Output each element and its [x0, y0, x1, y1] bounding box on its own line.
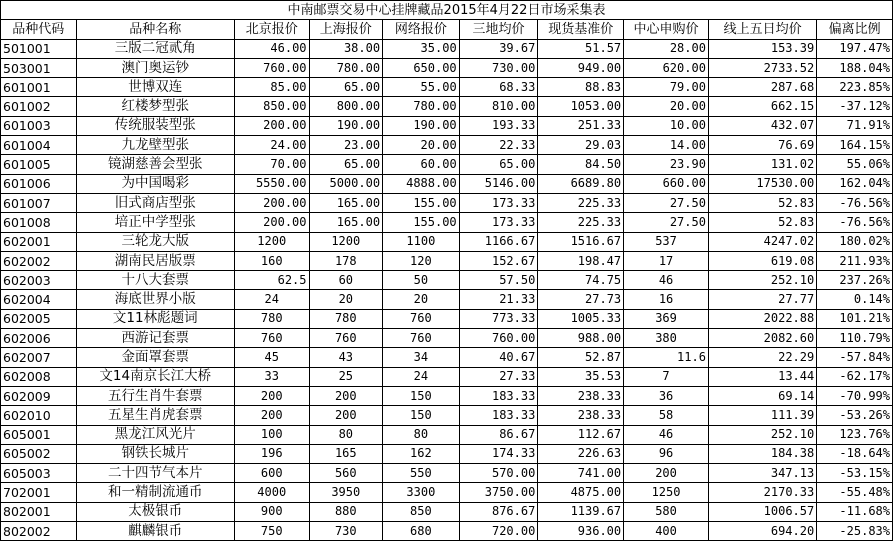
value-cell[interactable]: 780.00 [383, 97, 460, 116]
column-header[interactable]: 网络报价 [383, 20, 460, 39]
value-cell[interactable]: 7 [624, 367, 709, 386]
name-cell[interactable]: 三轮龙大版 [76, 232, 234, 251]
name-cell[interactable]: 文14南京长江大桥 [76, 367, 234, 386]
name-cell[interactable]: 湖南民居版票 [76, 251, 234, 270]
value-cell[interactable]: 1100 [383, 232, 460, 251]
value-cell[interactable]: 51.57 [538, 39, 624, 58]
table-row [1, 213, 893, 232]
value-cell[interactable]: 174.33 [459, 444, 538, 463]
value-cell[interactable]: 69.14 [708, 386, 816, 405]
name-cell[interactable]: 麒麟银币 [76, 522, 234, 541]
code-cell[interactable]: 605003 [1, 464, 77, 483]
value-cell[interactable]: 27.50 [624, 213, 709, 232]
table-row [1, 271, 893, 290]
table-row [1, 329, 893, 348]
value-cell[interactable]: -62.17% [817, 367, 893, 386]
value-cell[interactable]: 20 [309, 290, 383, 309]
value-cell[interactable]: -53.15% [817, 464, 893, 483]
value-cell[interactable]: 36 [624, 386, 709, 405]
code-cell[interactable]: 602006 [1, 329, 77, 348]
value-cell[interactable]: 38.00 [309, 39, 383, 58]
value-cell[interactable]: 50 [383, 271, 460, 290]
value-cell[interactable]: 23.90 [624, 155, 709, 174]
table-row [1, 232, 893, 251]
value-cell[interactable]: 1250 [624, 483, 709, 502]
value-cell[interactable]: 27.50 [624, 193, 709, 212]
value-cell[interactable]: 810.00 [459, 97, 538, 116]
name-cell[interactable]: 太极银币 [76, 502, 234, 521]
value-cell[interactable]: 29.03 [538, 136, 624, 155]
value-cell[interactable]: 550 [383, 464, 460, 483]
value-cell[interactable]: 560 [309, 464, 383, 483]
column-header[interactable]: 偏离比例 [817, 20, 893, 39]
value-cell[interactable]: 180.02% [817, 232, 893, 251]
value-cell[interactable]: 570.00 [459, 464, 538, 483]
value-cell[interactable]: 800.00 [309, 97, 383, 116]
value-cell[interactable]: 730.00 [459, 58, 538, 77]
value-cell[interactable]: 3300 [383, 483, 460, 502]
table-row [1, 78, 893, 97]
value-cell[interactable]: 620.00 [624, 58, 709, 77]
value-cell[interactable]: 13.44 [708, 367, 816, 386]
value-cell[interactable]: 4000 [234, 483, 309, 502]
value-cell[interactable]: 27.33 [459, 367, 538, 386]
value-cell[interactable]: -53.26% [817, 406, 893, 425]
value-cell[interactable]: 619.08 [708, 251, 816, 270]
value-cell[interactable]: 5146.00 [459, 174, 538, 193]
value-cell[interactable]: 71.91% [817, 116, 893, 135]
table-row [1, 174, 893, 193]
name-cell[interactable]: 西游记套票 [76, 329, 234, 348]
code-cell[interactable]: 802002 [1, 522, 77, 541]
value-cell[interactable]: 10.00 [624, 116, 709, 135]
value-cell[interactable]: 150 [383, 386, 460, 405]
code-cell[interactable]: 601005 [1, 155, 77, 174]
value-cell[interactable]: 580 [624, 502, 709, 521]
value-cell[interactable]: 162.04% [817, 174, 893, 193]
code-cell[interactable]: 601001 [1, 78, 77, 97]
value-cell[interactable]: 35.53 [538, 367, 624, 386]
value-cell[interactable]: 165 [309, 444, 383, 463]
value-cell[interactable]: 741.00 [538, 464, 624, 483]
value-cell[interactable]: 780.00 [309, 58, 383, 77]
value-cell[interactable]: 2733.52 [708, 58, 816, 77]
value-cell[interactable]: 850.00 [234, 97, 309, 116]
value-cell[interactable]: 252.10 [708, 271, 816, 290]
value-cell[interactable]: 160 [234, 251, 309, 270]
value-cell[interactable]: 1166.67 [459, 232, 538, 251]
value-cell[interactable]: 225.33 [538, 193, 624, 212]
value-cell[interactable]: 660.00 [624, 174, 709, 193]
code-cell[interactable]: 501001 [1, 39, 77, 58]
value-cell[interactable]: 750 [234, 522, 309, 541]
code-cell[interactable]: 802001 [1, 502, 77, 521]
value-cell[interactable]: 2082.60 [708, 329, 816, 348]
code-cell[interactable]: 602005 [1, 309, 77, 328]
value-cell[interactable]: 164.15% [817, 136, 893, 155]
value-cell[interactable]: 760 [309, 329, 383, 348]
code-cell[interactable]: 602009 [1, 386, 77, 405]
value-cell[interactable]: 380 [624, 329, 709, 348]
value-cell[interactable]: 60.00 [383, 155, 460, 174]
value-cell[interactable]: 22.33 [459, 136, 538, 155]
value-cell[interactable]: 24 [383, 367, 460, 386]
value-cell[interactable]: 62.5 [234, 271, 309, 290]
value-cell[interactable]: 988.00 [538, 329, 624, 348]
value-cell[interactable]: 720.00 [459, 522, 538, 541]
value-cell[interactable]: 347.13 [708, 464, 816, 483]
value-cell[interactable]: 200.00 [234, 116, 309, 135]
name-cell[interactable]: 传统服装型张 [76, 116, 234, 135]
table-row [1, 193, 893, 212]
value-cell[interactable]: -76.56% [817, 193, 893, 212]
column-header[interactable]: 北京报价 [234, 20, 309, 39]
code-cell[interactable]: 601008 [1, 213, 77, 232]
value-cell[interactable]: 196 [234, 444, 309, 463]
value-cell[interactable]: -18.64% [817, 444, 893, 463]
name-cell[interactable]: 文11林彪题词 [76, 309, 234, 328]
value-cell[interactable]: 949.00 [538, 58, 624, 77]
value-cell[interactable]: 155.00 [383, 213, 460, 232]
code-cell[interactable]: 601003 [1, 116, 77, 135]
value-cell[interactable]: 55.06% [817, 155, 893, 174]
value-cell[interactable]: 55.00 [383, 78, 460, 97]
value-cell[interactable]: 60 [309, 271, 383, 290]
value-cell[interactable]: 52.83 [708, 213, 816, 232]
code-cell[interactable]: 602010 [1, 406, 77, 425]
value-cell[interactable]: 24.00 [234, 136, 309, 155]
value-cell[interactable]: 70.00 [234, 155, 309, 174]
value-cell[interactable]: 1200 [234, 232, 309, 251]
table-row [1, 386, 893, 405]
name-cell[interactable]: 镜湖慈善会型张 [76, 155, 234, 174]
value-cell[interactable]: 46.00 [234, 39, 309, 58]
code-cell[interactable]: 702001 [1, 483, 77, 502]
value-cell[interactable]: -70.99% [817, 386, 893, 405]
value-cell[interactable]: 80 [309, 425, 383, 444]
value-cell[interactable]: 173.33 [459, 193, 538, 212]
value-cell[interactable]: 3950 [309, 483, 383, 502]
code-cell[interactable]: 602004 [1, 290, 77, 309]
value-cell[interactable]: 400 [624, 522, 709, 541]
table-title: 中南邮票交易中心挂牌藏品2015年4月22日市场采集表 [1, 1, 893, 20]
value-cell[interactable]: 46 [624, 425, 709, 444]
value-cell[interactable]: 68.33 [459, 78, 538, 97]
value-cell[interactable]: 110.79% [817, 329, 893, 348]
value-cell[interactable]: 20.00 [624, 97, 709, 116]
value-cell[interactable]: 131.02 [708, 155, 816, 174]
value-cell[interactable]: 662.15 [708, 97, 816, 116]
value-cell[interactable]: -57.84% [817, 348, 893, 367]
value-cell[interactable]: 200 [309, 406, 383, 425]
value-cell[interactable]: 2170.33 [708, 483, 816, 502]
column-header[interactable]: 上海报价 [309, 20, 383, 39]
value-cell[interactable]: 0.14% [817, 290, 893, 309]
value-cell[interactable]: 780 [234, 309, 309, 328]
value-cell[interactable]: 1005.33 [538, 309, 624, 328]
value-cell[interactable]: 24 [234, 290, 309, 309]
value-cell[interactable]: 780 [309, 309, 383, 328]
name-cell[interactable]: 五星生肖虎套票 [76, 406, 234, 425]
value-cell[interactable]: 84.50 [538, 155, 624, 174]
value-cell[interactable]: 20.00 [383, 136, 460, 155]
value-cell[interactable]: 876.67 [459, 502, 538, 521]
value-cell[interactable]: 52.87 [538, 348, 624, 367]
code-cell[interactable]: 503001 [1, 58, 77, 77]
name-cell[interactable]: 二十四节气本片 [76, 464, 234, 483]
value-cell[interactable]: 184.38 [708, 444, 816, 463]
value-cell[interactable]: -76.56% [817, 213, 893, 232]
column-header[interactable]: 线上五日均价 [708, 20, 816, 39]
value-cell[interactable]: 39.67 [459, 39, 538, 58]
code-cell[interactable]: 602008 [1, 367, 77, 386]
value-cell[interactable]: 100 [234, 425, 309, 444]
value-cell[interactable]: 211.93% [817, 251, 893, 270]
value-cell[interactable]: -37.12% [817, 97, 893, 116]
value-cell[interactable]: 45 [234, 348, 309, 367]
value-cell[interactable]: 28.00 [624, 39, 709, 58]
value-cell[interactable]: 880 [309, 502, 383, 521]
column-header[interactable]: 品种代码 [1, 20, 77, 39]
name-cell[interactable]: 十八大套票 [76, 271, 234, 290]
value-cell[interactable]: 226.63 [538, 444, 624, 463]
table-row [1, 367, 893, 386]
value-cell[interactable]: 173.33 [459, 213, 538, 232]
value-cell[interactable]: 14.00 [624, 136, 709, 155]
name-cell[interactable]: 海底世界小版 [76, 290, 234, 309]
value-cell[interactable]: 155.00 [383, 193, 460, 212]
value-cell[interactable]: 193.33 [459, 116, 538, 135]
value-cell[interactable]: 85.00 [234, 78, 309, 97]
value-cell[interactable]: 4875.00 [538, 483, 624, 502]
value-cell[interactable]: -11.68% [817, 502, 893, 521]
value-cell[interactable]: 5000.00 [309, 174, 383, 193]
value-cell[interactable]: 3750.00 [459, 483, 538, 502]
code-cell[interactable]: 602001 [1, 232, 77, 251]
value-cell[interactable]: 80 [383, 425, 460, 444]
value-cell[interactable]: 33 [234, 367, 309, 386]
value-cell[interactable]: 88.83 [538, 78, 624, 97]
value-cell[interactable]: 65.00 [309, 78, 383, 97]
code-cell[interactable]: 601004 [1, 136, 77, 155]
value-cell[interactable]: 178 [309, 251, 383, 270]
name-cell[interactable]: 澳门奥运钞 [76, 58, 234, 77]
column-header[interactable]: 三地均价 [459, 20, 538, 39]
value-cell[interactable]: 850 [383, 502, 460, 521]
value-cell[interactable]: 35.00 [383, 39, 460, 58]
value-cell[interactable]: 4888.00 [383, 174, 460, 193]
value-cell[interactable]: 251.33 [538, 116, 624, 135]
value-cell[interactable]: 5550.00 [234, 174, 309, 193]
value-cell[interactable]: 183.33 [459, 386, 538, 405]
value-cell[interactable]: 74.75 [538, 271, 624, 290]
value-cell[interactable]: 183.33 [459, 406, 538, 425]
value-cell[interactable]: 112.67 [538, 425, 624, 444]
value-cell[interactable]: 238.33 [538, 386, 624, 405]
value-cell[interactable]: 760 [383, 309, 460, 328]
table-row [1, 348, 893, 367]
table-row [1, 502, 893, 521]
name-cell[interactable]: 红楼梦型张 [76, 97, 234, 116]
value-cell[interactable]: 23.00 [309, 136, 383, 155]
value-cell[interactable]: 680 [383, 522, 460, 541]
table-row [1, 444, 893, 463]
value-cell[interactable]: 694.20 [708, 522, 816, 541]
value-cell[interactable]: 200.00 [234, 193, 309, 212]
value-cell[interactable]: 287.68 [708, 78, 816, 97]
code-cell[interactable]: 601006 [1, 174, 77, 193]
value-cell[interactable]: 52.83 [708, 193, 816, 212]
value-cell[interactable]: 190.00 [309, 116, 383, 135]
value-cell[interactable]: 1053.00 [538, 97, 624, 116]
value-cell[interactable]: 200.00 [234, 213, 309, 232]
table-row [1, 58, 893, 77]
value-cell[interactable]: 900 [234, 502, 309, 521]
value-cell[interactable]: 111.39 [708, 406, 816, 425]
value-cell[interactable]: 43 [309, 348, 383, 367]
value-cell[interactable]: 600 [234, 464, 309, 483]
value-cell[interactable]: 200 [309, 386, 383, 405]
value-cell[interactable]: 1139.67 [538, 502, 624, 521]
table-row [1, 155, 893, 174]
name-cell[interactable]: 为中国喝彩 [76, 174, 234, 193]
name-cell[interactable]: 和一精制流通币 [76, 483, 234, 502]
value-cell[interactable]: 200 [234, 386, 309, 405]
code-cell[interactable]: 602007 [1, 348, 77, 367]
code-cell[interactable]: 602003 [1, 271, 77, 290]
value-cell[interactable]: 17530.00 [708, 174, 816, 193]
value-cell[interactable]: 223.85% [817, 78, 893, 97]
header-row [1, 20, 893, 39]
value-cell[interactable]: 34 [383, 348, 460, 367]
value-cell[interactable]: 936.00 [538, 522, 624, 541]
table-row [1, 425, 893, 444]
code-cell[interactable]: 602002 [1, 251, 77, 270]
value-cell[interactable]: 25 [309, 367, 383, 386]
table-row [1, 483, 893, 502]
name-cell[interactable]: 金面罩套票 [76, 348, 234, 367]
value-cell[interactable]: 27.73 [538, 290, 624, 309]
value-cell[interactable]: 46 [624, 271, 709, 290]
value-cell[interactable]: 237.26% [817, 271, 893, 290]
value-cell[interactable]: 17 [624, 251, 709, 270]
value-cell[interactable]: 152.67 [459, 251, 538, 270]
value-cell[interactable]: 27.77 [708, 290, 816, 309]
value-cell[interactable]: 2022.88 [708, 309, 816, 328]
value-cell[interactable]: 22.29 [708, 348, 816, 367]
value-cell[interactable]: 96 [624, 444, 709, 463]
name-cell[interactable]: 世博双连 [76, 78, 234, 97]
value-cell[interactable]: 760.00 [459, 329, 538, 348]
value-cell[interactable]: 65.00 [309, 155, 383, 174]
value-cell[interactable]: 650.00 [383, 58, 460, 77]
value-cell[interactable]: 537 [624, 232, 709, 251]
value-cell[interactable]: 123.76% [817, 425, 893, 444]
value-cell[interactable]: 198.47 [538, 251, 624, 270]
value-cell[interactable]: 162 [383, 444, 460, 463]
value-cell[interactable]: 165.00 [309, 193, 383, 212]
value-cell[interactable]: 760 [383, 329, 460, 348]
table-row [1, 39, 893, 58]
value-cell[interactable]: 65.00 [459, 155, 538, 174]
value-cell[interactable]: -55.48% [817, 483, 893, 502]
value-cell[interactable]: 225.33 [538, 213, 624, 232]
value-cell[interactable]: 238.33 [538, 406, 624, 425]
table-row [1, 290, 893, 309]
value-cell[interactable]: 120 [383, 251, 460, 270]
name-cell[interactable]: 钢铁长城片 [76, 444, 234, 463]
value-cell[interactable]: 1006.57 [708, 502, 816, 521]
table-row [1, 464, 893, 483]
table-row [1, 116, 893, 135]
value-cell[interactable]: 6689.80 [538, 174, 624, 193]
value-cell[interactable]: -25.83% [817, 522, 893, 541]
value-cell[interactable]: 165.00 [309, 213, 383, 232]
name-cell[interactable]: 三版二冠贰角 [76, 39, 234, 58]
value-cell[interactable]: 101.21% [817, 309, 893, 328]
column-header[interactable]: 现货基准价 [538, 20, 624, 39]
value-cell[interactable]: 200 [624, 464, 709, 483]
value-cell[interactable]: 21.33 [459, 290, 538, 309]
value-cell[interactable]: 773.33 [459, 309, 538, 328]
code-cell[interactable]: 605001 [1, 425, 77, 444]
value-cell[interactable]: 11.6 [624, 348, 709, 367]
value-cell[interactable]: 190.00 [383, 116, 460, 135]
value-cell[interactable]: 153.39 [708, 39, 816, 58]
value-cell[interactable]: 197.47% [817, 39, 893, 58]
value-cell[interactable]: 1200 [309, 232, 383, 251]
value-cell[interactable]: 432.07 [708, 116, 816, 135]
value-cell[interactable]: 86.67 [459, 425, 538, 444]
value-cell[interactable]: 79.00 [624, 78, 709, 97]
table-row [1, 251, 893, 270]
table-row [1, 522, 893, 541]
value-cell[interactable]: 188.04% [817, 58, 893, 77]
name-cell[interactable]: 黑龙江风光片 [76, 425, 234, 444]
value-cell[interactable]: 730 [309, 522, 383, 541]
value-cell[interactable]: 40.67 [459, 348, 538, 367]
value-cell[interactable]: 252.10 [708, 425, 816, 444]
code-cell[interactable]: 605002 [1, 444, 77, 463]
value-cell[interactable]: 16 [624, 290, 709, 309]
value-cell[interactable]: 4247.02 [708, 232, 816, 251]
code-cell[interactable]: 601007 [1, 193, 77, 212]
name-cell[interactable]: 旧式商店型张 [76, 193, 234, 212]
value-cell[interactable]: 20 [383, 290, 460, 309]
table-row [1, 406, 893, 425]
value-cell[interactable]: 760.00 [234, 58, 309, 77]
value-cell[interactable]: 1516.67 [538, 232, 624, 251]
value-cell[interactable]: 369 [624, 309, 709, 328]
value-cell[interactable]: 58 [624, 406, 709, 425]
value-cell[interactable]: 200 [234, 406, 309, 425]
name-cell[interactable]: 九龙壁型张 [76, 136, 234, 155]
table-row [1, 309, 893, 328]
table-row [1, 136, 893, 155]
value-cell[interactable]: 76.69 [708, 136, 816, 155]
value-cell[interactable]: 57.50 [459, 271, 538, 290]
column-header[interactable]: 中心申购价 [624, 20, 709, 39]
value-cell[interactable]: 760 [234, 329, 309, 348]
name-cell[interactable]: 五行生肖牛套票 [76, 386, 234, 405]
column-header[interactable]: 品种名称 [76, 20, 234, 39]
code-cell[interactable]: 601002 [1, 97, 77, 116]
table-row [1, 97, 893, 116]
name-cell[interactable]: 培正中学型张 [76, 213, 234, 232]
value-cell[interactable]: 150 [383, 406, 460, 425]
